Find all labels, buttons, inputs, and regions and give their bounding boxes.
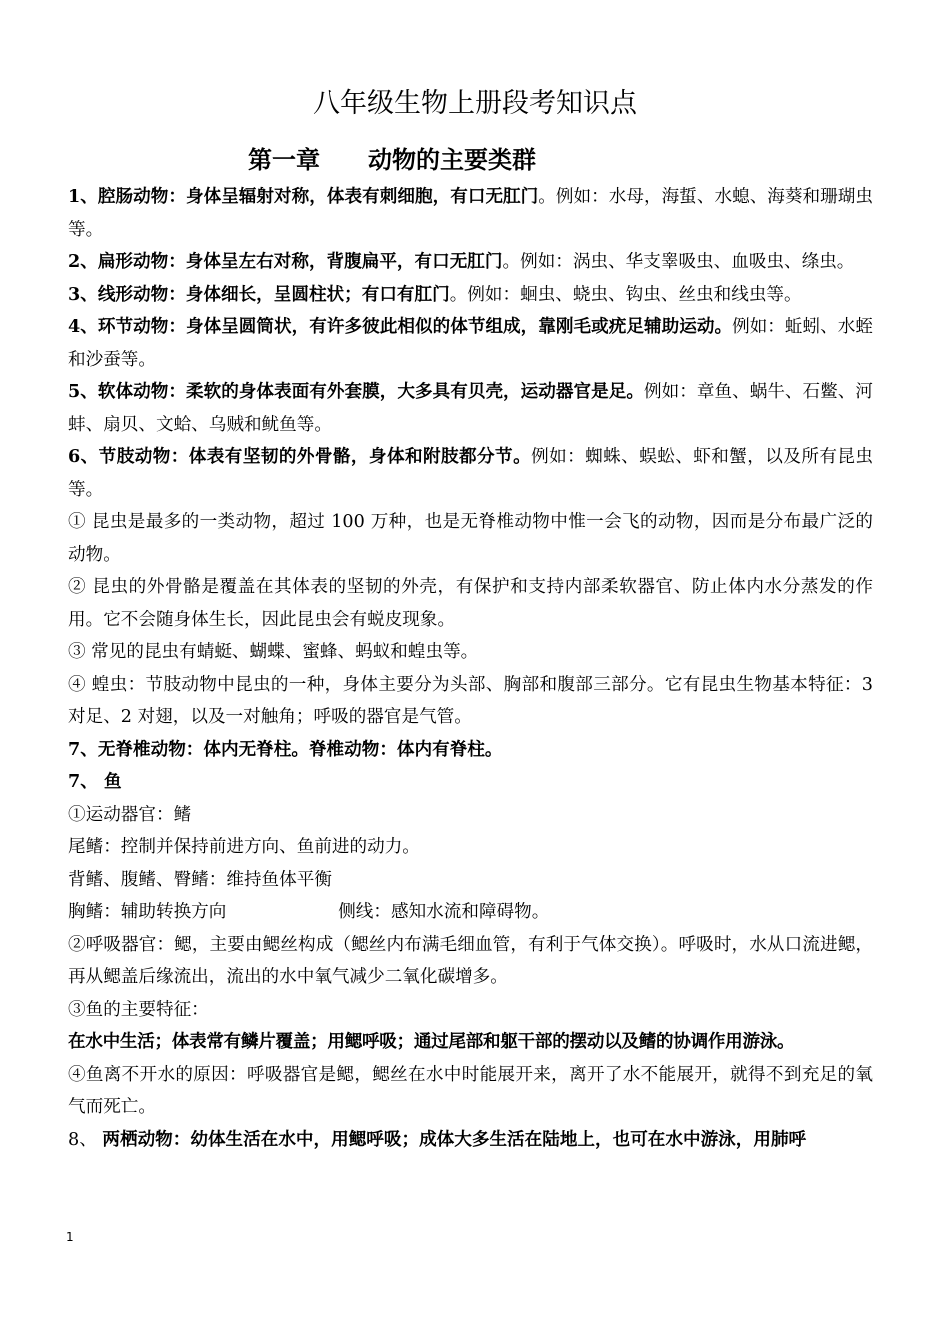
paragraph-mollusks: 5、软体动物：柔软的身体表面有外套膜，大多具有贝壳，运动器官是足。例如：章鱼、蜗牛、石鳖、河蚌、扇贝、文蛤、乌贼和鱿鱼等。	[68, 381, 873, 435]
paragraph-fish-motion: ①运动器官：鳍	[68, 804, 192, 825]
paragraph-pectoral-fin: 胸鳍：辅助转换方向 侧线：感知水流和障碍物。	[68, 902, 550, 922]
paragraph-fish-breathing: ②呼吸器官：鳃，主要由鳃丝构成（鳃丝内布满毛细血管，有利于气体交换）。呼吸时，水从口流进鳃，再从鳃盖后缘流出，流出的水中氧气减少二氧化碳增多。	[68, 934, 873, 987]
paragraph-fish-features-heading: ③鱼的主要特征：	[68, 999, 209, 1020]
paragraph-arthropods: 6、节肢动物：体表有坚韧的外骨骼，身体和附肢都分节。例如：蜘蛛、蜈蚣、虾和蟹，以及所有昆虫等。	[68, 446, 873, 500]
paragraph-insects-2: ② 昆虫的外骨骼是覆盖在其体表的坚韧的外壳，有保护和支持内部柔软器官、防止体内水分蒸发的作用。它不会随身体生长，因此昆虫会有蜕皮现象。	[68, 577, 873, 630]
document-body	[68, 181, 873, 1156]
paragraph-locust: ④ 蝗虫：节肢动物中昆虫的一种，身体主要分为头部、胸部和腹部三部分。它有昆虫生物基本特征：3 对足、2 对翅，以及一对触角；呼吸的器官是气管。	[68, 674, 873, 727]
paragraph-fish-heading: 7、 鱼	[68, 771, 122, 792]
paragraph-amphibians: 8、 两栖动物：幼体生活在水中，用鳃呼吸；成体大多生活在陆地上，也可在水中游泳，用肺呼	[68, 1128, 807, 1150]
paragraph-vertebrates: 7、无脊椎动物：体内无脊柱。脊椎动物：体内有脊柱。	[68, 738, 503, 760]
paragraph-annelids: 4、环节动物：身体呈圆筒状，有许多彼此相似的体节组成，靠刚毛或疣足辅助运动。例如：蚯蚓、水蛭和沙蚕等。	[68, 316, 873, 370]
paragraph-insects-3: ③ 常见的昆虫有蜻蜓、蝴蝶、蜜蜂、蚂蚁和蝗虫等。	[68, 642, 479, 662]
chapter-heading: 第一章 动物的主要类群	[248, 145, 536, 174]
page-number: 1	[66, 1230, 74, 1244]
paragraph-tail-fin: 尾鳍：控制并保持前进方向、鱼前进的动力。	[68, 837, 420, 857]
document-title: 八年级生物上册段考知识点	[313, 88, 637, 119]
paragraph-cnidaria: 1、腔肠动物：身体呈辐射对称，体表有刺细胞，有口无肛门。例如：水母，海蜇、水螅、海葵和珊瑚虫等。	[68, 186, 873, 240]
paragraph-fish-features: 在水中生活；体表常有鳞片覆盖；用鳃呼吸；通过尾部和躯干部的摆动以及鳍的协调作用游泳。	[68, 1031, 795, 1052]
paragraph-flatworms: 2、扁形动物：身体呈左右对称，背腹扁平，有口无肛门。例如：涡虫、华支睾吸虫、血吸虫、绦虫。	[68, 251, 855, 272]
paragraph-fish-water: ④鱼离不开水的原因：呼吸器官是鳃，鳃丝在水中时能展开来，离开了水不能展开，就得不到充足的氧气而死亡。	[68, 1064, 873, 1117]
paragraph-other-fins: 背鳍、腹鳍、臀鳍：维持鱼体平衡	[68, 869, 332, 890]
paragraph-roundworms: 3、线形动物：身体细长，呈圆柱状；有口有肛门。例如：蛔虫、蛲虫、钩虫、丝虫和线虫等。	[68, 283, 802, 305]
paragraph-insects-1: ① 昆虫是最多的一类动物，超过 100 万种，也是无脊椎动物中惟一会飞的动物，因而是分布最广泛的动物。	[68, 512, 873, 565]
